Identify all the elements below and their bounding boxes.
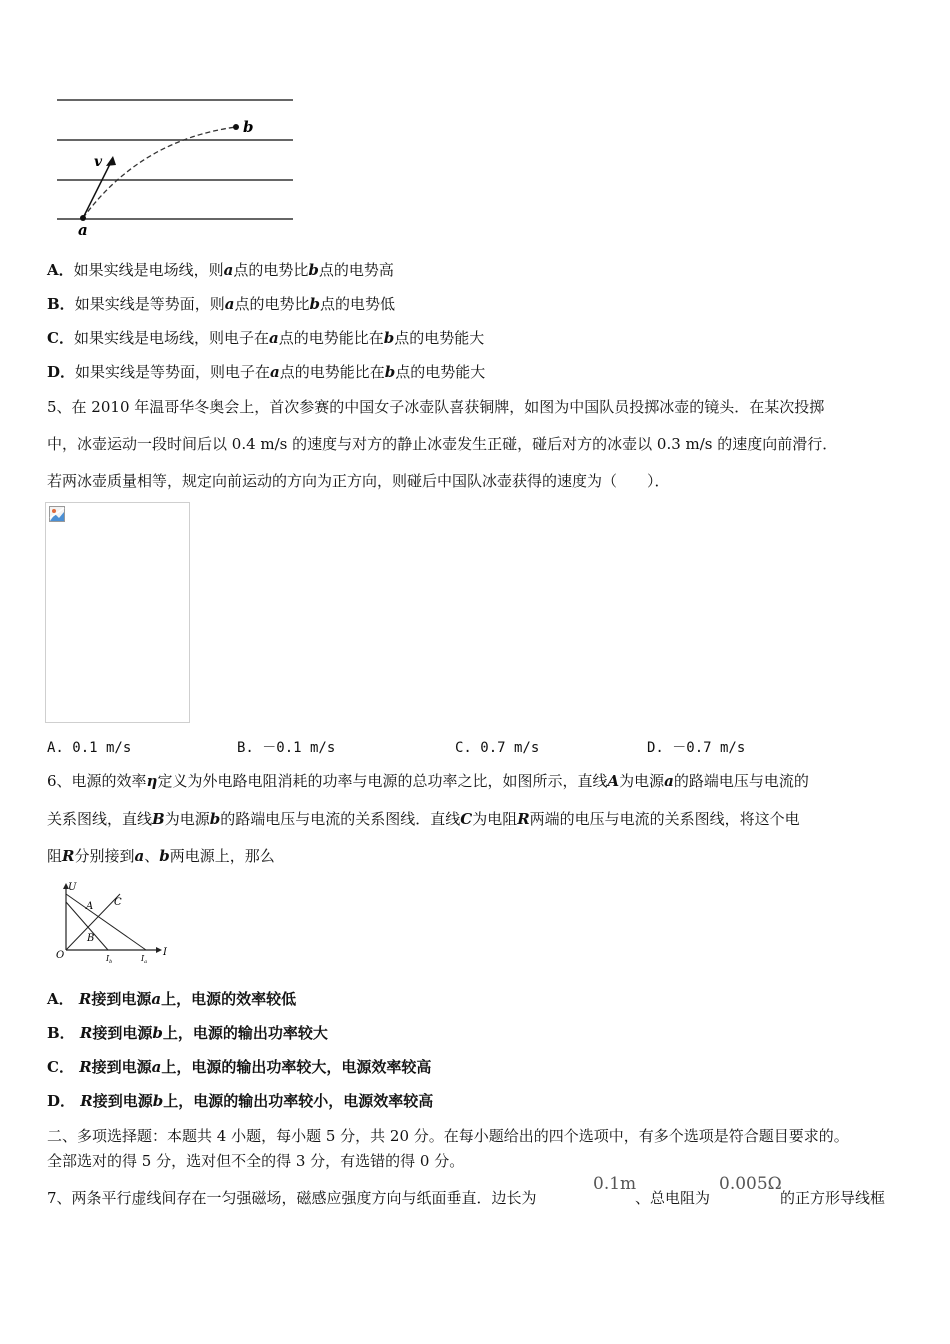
q6-option-b: B． R接到电源b上，电源的输出功率较大 [47, 1024, 328, 1042]
field-lines-figure [50, 90, 310, 240]
i-axis-arrow [156, 947, 162, 953]
origin-label: O [56, 950, 65, 961]
q5-option-c: C. 0.7 m/s [455, 740, 540, 756]
q7-side-length: 0.1m [593, 1174, 637, 1194]
q6-line-3: 阻R分别接到a、b两电源上，那么 [47, 847, 275, 865]
q5-option-a: A. 0.1 m/s [47, 740, 132, 756]
q7-line-1: 7、两条平行虚线间存在一匀强磁场，磁感应强度方向与纸面垂直．边长为 [47, 1189, 537, 1207]
q6-option-a: A． R接到电源a上，电源的效率较低 [47, 990, 297, 1008]
section-2-heading-line-1: 二、多项选择题：本题共 4 小题，每小题 5 分，共 20 分。在每小题给出的四个选项中，有多个选项是符合题目要求的。 [47, 1127, 849, 1145]
q5-line-1: 5、在 2010 年温哥华冬奥会上，首次参赛的中国女子冰壶队喜获铜牌，如图为中国队员投掷冰壶的镜头．在某次投掷 [47, 398, 825, 416]
graph-label-b: B [87, 933, 95, 944]
q6-option-c: C． R接到电源a上，电源的输出功率较大，电源效率较高 [47, 1058, 432, 1076]
broken-image-icon [49, 506, 65, 522]
graph-label-a: A [86, 901, 94, 912]
q7-mid-text: 、总电阻为 [635, 1189, 711, 1207]
tick-label-ib: $I_b$ [106, 954, 113, 965]
q4-option-b: B．如果实线是等势面，则a点的电势比b点的电势低 [47, 295, 395, 313]
point-b [233, 124, 239, 130]
q6-line-1: 6、电源的效率η定义为外电路电阻消耗的功率与电源的总功率之比，如图所示，直线A为电源a的路端电压与电流的 [47, 772, 809, 790]
q7-resistance: 0.005Ω [719, 1174, 782, 1194]
q6-line-2: 关系图线，直线B为电源b的路端电压与电流的关系图线．直线C为电阻R两端的电压与电流的关系图线，将这个电 [47, 810, 800, 828]
q5-option-d: D. －0.7 m/s [647, 740, 746, 756]
q7-post-text: 的正方形导线框 [780, 1189, 886, 1207]
velocity-arrowhead [106, 156, 116, 166]
q5-line-2: 中，冰壶运动一段时间后以 0.4 m/s 的速度与对方的静止冰壶发生正碰，碰后对方的冰壶以 0.3 m/s 的速度向前滑行． [47, 435, 838, 453]
graph-label-c: C [114, 897, 122, 908]
label-a: a [78, 221, 88, 239]
axis-label-i: I [163, 947, 167, 958]
q5-option-b: B. －0.1 m/s [237, 740, 336, 756]
tick-label-ia: $I_a$ [141, 954, 148, 965]
ui-graph-figure [54, 880, 174, 968]
axis-label-u: U [68, 882, 77, 893]
label-b: b [243, 118, 254, 136]
q4-option-d: D．如果实线是等势面，则电子在a点的电势能比在b点的电势能大 [47, 363, 486, 381]
q4-option-a: A．如果实线是电场线，则a点的电势比b点的电势高 [47, 261, 394, 279]
q6-option-d: D． R接到电源b上，电源的输出功率较小，电源效率较高 [47, 1092, 434, 1110]
section-2-heading-line-2: 全部选对的得 5 分，选对但不全的得 3 分，有选错的得 0 分。 [47, 1152, 465, 1170]
broken-image-placeholder [45, 502, 190, 723]
q5-line-3: 若两冰壶质量相等，规定向前运动的方向为正方向，则碰后中国队冰壶获得的速度为（ ）． [47, 472, 670, 490]
label-v: v [94, 154, 103, 170]
q4-option-c: C．如果实线是电场线，则电子在a点的电势能比在b点的电势能大 [47, 329, 485, 347]
line-a [66, 894, 146, 950]
